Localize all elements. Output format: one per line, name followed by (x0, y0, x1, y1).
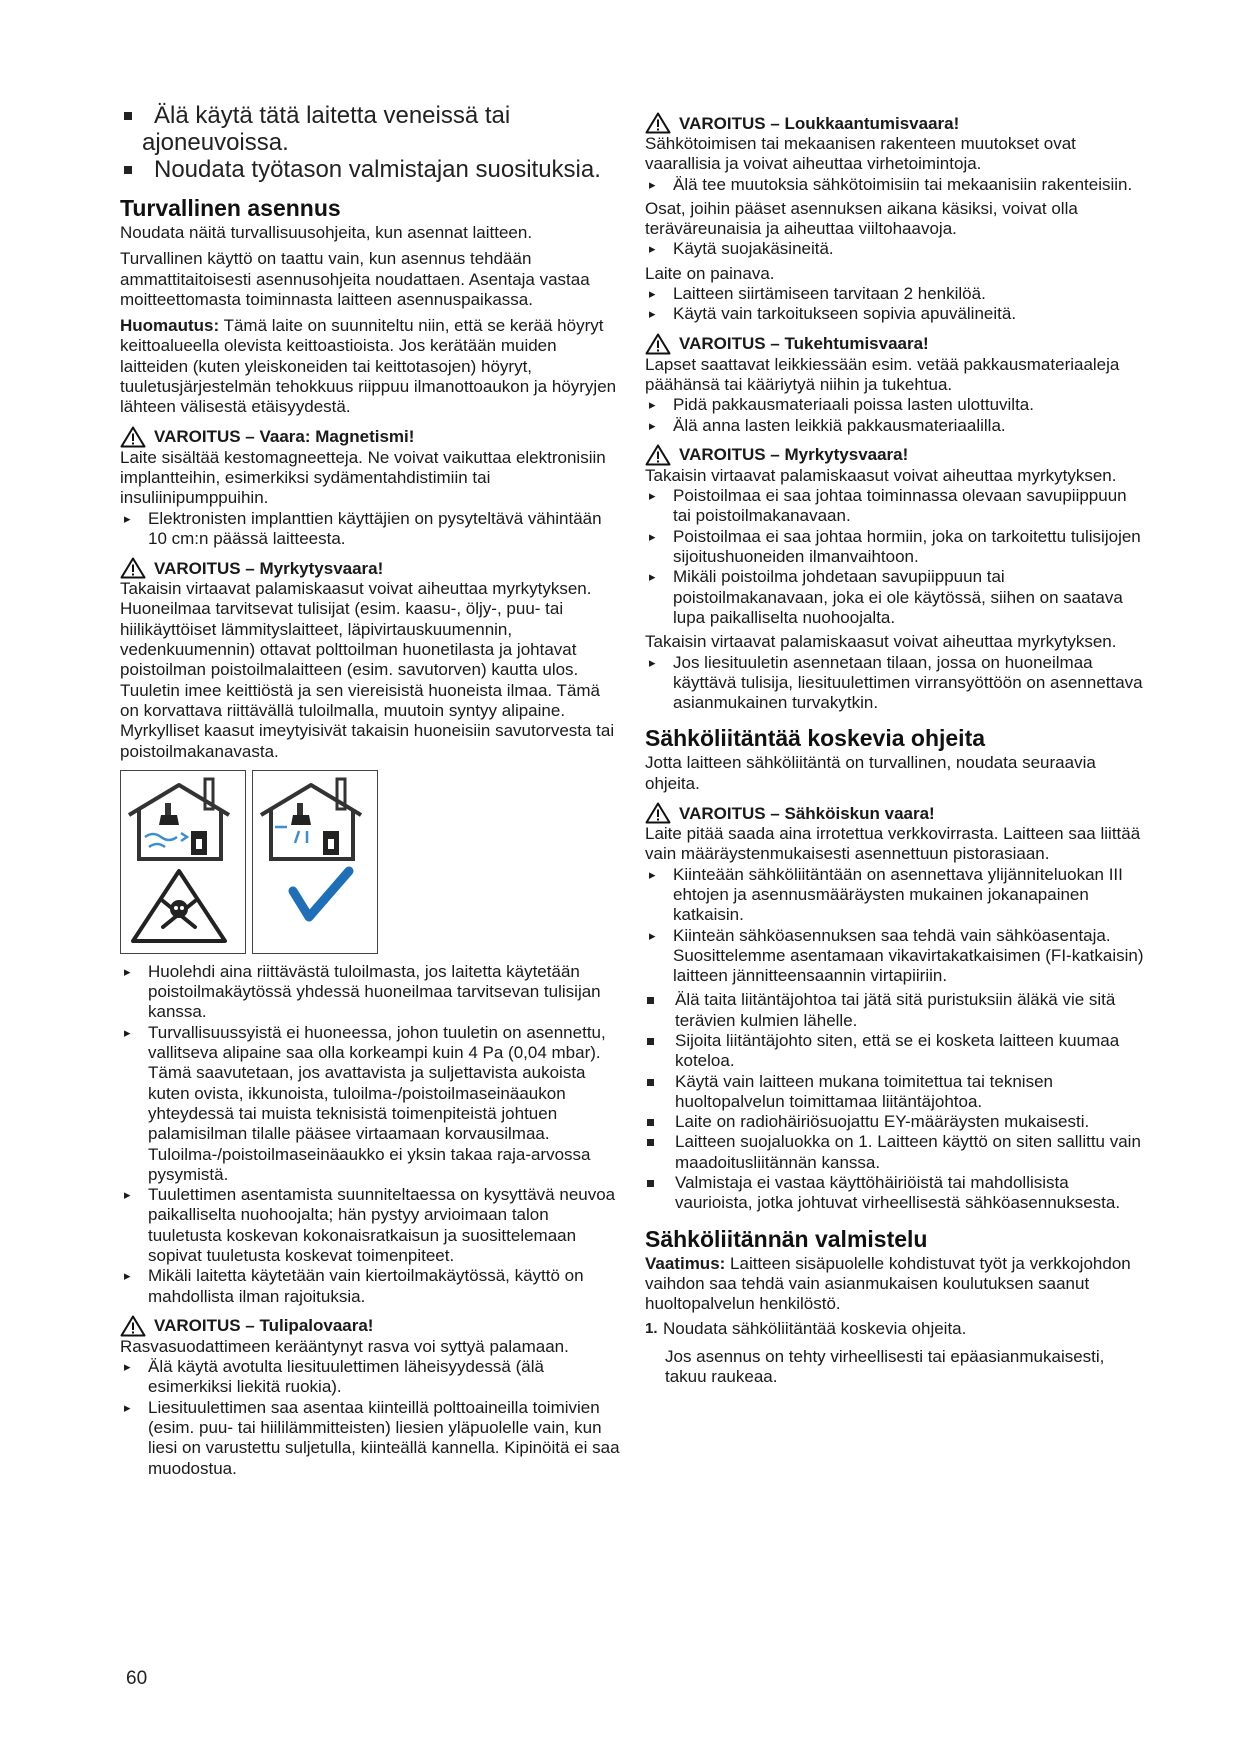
ventilation-figure (120, 770, 620, 954)
figure-panel-bad (120, 770, 246, 954)
warning-text: Laite on painava. (645, 263, 775, 283)
list-item: ▸ Liesituulettimen saa asentaa kiinteillä polttoaineilla toimivien (esim. puu- tai hiililämmitteisten) liesien yläpuolelle vain, kun liesi on varustettu suljetulla, kiinteällä kannella. Kipinöitä ei saa muodostua. (120, 1398, 620, 1479)
warning-title-poison: VAROITUS – Myrkytysvaara! (120, 557, 620, 579)
step-note: Jos asennus on tehty virheellisesti tai epäasianmukaisesti, takuu raukeaa. (665, 1346, 1105, 1387)
list-item: ▸ Elektronisten implanttien käyttäjien on pysyteltävä vähintään 10 cm:n päässä laitteesta. (120, 509, 620, 550)
warning-text: Takaisin virtaavat palamiskaasut voivat aiheuttaa myrkytyksen. (645, 632, 1117, 652)
warning-triangle-icon (120, 426, 146, 448)
heading-electric: Sähköliitäntää koskevia ohjeita (645, 725, 986, 752)
top-bullet-1: Älä käytä tätä laitetta veneissä tai (120, 102, 620, 129)
list-item: ▸ Huolehdi aina riittävästä tuloilmasta, jos laitetta käytetään poistoilmakäytössä yhdessä huoneilmaa tarvitsevan tulisijan kanssa. (120, 962, 620, 1023)
right-column (645, 102, 1145, 1387)
list-item: Sijoita liitäntäjohto siten, että se ei kosketa laitteen kuumaa koteloa. (645, 1031, 1145, 1072)
arrow-list (120, 509, 620, 550)
warning-title-suffocation: VAROITUS – Tukehtumisvaara! (645, 333, 1145, 355)
warning-text: Laite sisältää kestomagneetteja. Ne voivat vaikuttaa elektronisiin implantteihin, esimerkiksi sydämentahdistimiin tai insuliinipumppuihin. (120, 447, 606, 508)
square-list (645, 990, 1145, 1213)
list-item: ▸ Poistoilmaa ei saa johtaa hormiin, joka on tarkoitettu tulisijojen sijoitushuoneiden ilmanvaihtoon. (645, 527, 1145, 568)
note-label: Huomautus: (120, 316, 220, 336)
note-text: Tämä laite on suunniteltu niin, että se kerää höyryt keittoalueella olevista keittoastioista. Jos kerätään muiden laitteiden (kuten yleiskoneiden tai keittotasojen) höyryt, tuuletusjärjestelmän tehokkuus riippuu ilmanottoaukon ja höyryjen lähteen välisestä etäisyydestä. (120, 316, 617, 417)
arrow-list (645, 486, 1145, 628)
list-item: ▸ Mikäli poistoilma johdetaan savupiippuun tai poistoilmakanavaan, joka ei ole käytössä, siihen on saatava lupa paikalliselta nuohoojalta. (645, 567, 1145, 628)
warning-text: Laite pitää saada aina irrotettua verkkovirrasta. Laitteen saa liittää vain määräystenmukaisesti asennettuun pistorasiaan. (645, 824, 1141, 864)
warning-triangle-icon (120, 557, 146, 579)
list-item: Älä taita liitäntäjohtoa tai jätä sitä puristuksiin äläkä vie sitä terävien kulmien lähelle. (645, 990, 1145, 1031)
warning-text: Takaisin virtaavat palamiskaasut voivat aiheuttaa myrkytyksen. (645, 465, 1117, 485)
list-item: ▸ Kiinteän sähköasennuksen saa tehdä vain sähköasentaja. Suosittelemme asentamaan vikavirtakatkaisimen (FI-katkaisin) laitteen jännitteensaannin virtapiiriin. (645, 926, 1145, 987)
warning-title-injury: VAROITUS – Loukkaantumisvaara! (645, 112, 1145, 134)
warning-triangle-icon (645, 112, 671, 134)
requirement-paragraph (645, 1254, 1145, 1315)
square-bullet-icon (124, 166, 132, 174)
list-item: Laitteen suojaluokka on 1. Laitteen käyttö on siten sallittu vain maadoitusliitännän kanssa. (645, 1132, 1145, 1173)
page-number: 60 (126, 1668, 148, 1689)
arrow-list (120, 962, 620, 1307)
paragraph: Turvallinen käyttö on taattu vain, kun asennus tehdään ammattitaitoisesti asennusohjeita noudattaen. Asentaja vastaa moitteettomasta toiminnasta laitteen asennuspaikassa. (120, 249, 590, 309)
arrow-list (645, 284, 1145, 325)
paragraph: Jotta laitteen sähköliitäntä on turvallinen, noudata seuraavia ohjeita. (645, 753, 1096, 793)
requirement-text: Laitteen sisäpuolelle kohdistuvat työt ja verkkojohdon vaihdon saa tehdä vain asianmukaisen koulutuksen saanut huoltopalvelun henkilöstö. (645, 1253, 1131, 1314)
warning-triangle-icon (645, 444, 671, 466)
house-poison-illustration (121, 771, 245, 953)
left-column (120, 102, 620, 1483)
warning-title-poison-2: VAROITUS – Myrkytysvaara! (645, 444, 1145, 466)
warning-text: Osat, joihin pääset asennuksen aikana käsiksi, voivat olla teräväreunaisia ja aiheuttaa viiltohaavoja. (645, 198, 1078, 239)
warning-title-magnet: VAROITUS – Vaara: Magnetismi! (120, 426, 620, 448)
house-checkmark-illustration (253, 771, 377, 953)
list-item: ▸ Älä käytä avotulta liesituulettimen läheisyydessä (älä esimerkiksi liekitä ruokia). (120, 1357, 620, 1398)
list-item: Käytä vain laitteen mukana toimitettua tai teknisen huoltopalvelun toimittamaa liitäntäjohtoa. (645, 1072, 1145, 1113)
list-item: ▸ Laitteen siirtämiseen tarvitaan 2 henkilöä. (645, 284, 1145, 304)
figure-panel-good (252, 770, 378, 954)
list-item: ▸ Mikäli laitetta käytetään vain kiertoilmakäytössä, käyttö on mahdollista ilman rajoituksia. (120, 1266, 620, 1307)
arrow-list (120, 1357, 620, 1479)
arrow-list (645, 175, 1145, 195)
list-item: ▸ Turvallisuussyistä ei huoneessa, johon tuuletin on asennettu, vallitseva alipaine saa olla korkeampi kuin 4 Pa (0,04 mbar). Tämä saavutetaan, jos avattavista ja suljettavista aukoista kuten ovista, ikkunoista, tuloilma-/poistoilmaseinäaukon yhteydessä tai muista teknisistä toimenpiteistä johtuen palamisilman tilalle pääsee virtaamaan korvausilmaa. Tuloilma-/poistoilmaseinäaukko ei yksin takaa raja-arvossa pysymistä. (120, 1023, 620, 1185)
list-item: Laite on radiohäiriösuojattu EY-määräysten mukaisesti. (645, 1112, 1145, 1132)
list-item: ▸ Tuulettimen asentamista suunniteltaessa on kysyttävä neuvoa paikalliselta nuohoojalta; hän pystyy arvioimaan talon tuuletusta koskevan kokonaisratkaisun ja suosittelemaan sopivat tuuletusta koskevat toimenpiteet. (120, 1185, 620, 1266)
list-item: ▸ Pidä pakkausmateriaali poissa lasten ulottuvilta. (645, 395, 1145, 415)
top-bullet-2: Noudata työtason valmistajan suosituksia. (120, 156, 620, 183)
warning-text: Rasvasuodattimeen kerääntynyt rasva voi syttyä palamaan. (120, 1336, 569, 1356)
warning-triangle-icon (120, 1315, 146, 1337)
numbered-list (645, 1319, 1145, 1339)
step-number: 1. (645, 1319, 658, 1337)
list-item: ▸ Kiinteään sähköliitäntään on asennettava ylijänniteluokan III ehtojen ja asennusmääräysten mukainen jokanapainen katkaisin. (645, 865, 1145, 926)
list-item: ▸ Älä anna lasten leikkiä pakkausmateriaalilla. (645, 416, 1145, 436)
warning-text: Takaisin virtaavat palamiskaasut voivat aiheuttaa myrkytyksen. Huoneilmaa tarvitsevat tulisijat (esim. kaasu-, öljy-, puu- tai hiilikäyttöiset lämmityslaitteet, läpivirtauskuumennin, vedenkuumennin) ottavat polttoilman huonetilasta ja johtavat poistoilman poistoilmalaitteen (esim. savutorven) kautta ulos. Tuuletin imee keittiöstä ja sen viereisistä huoneista ilmaa. Tämä on korvattava riittävällä tuloilmalla, muutoin syntyy alipaine. Myrkylliset kaasut imeytyisivät takaisin huoneisiin savutorvesta tai poistoilmakanavasta. (120, 579, 615, 761)
list-item: Valmistaja ei vastaa käyttöhäiriöistä tai mahdollisista vaurioista, jotka johtuvat virheellisestä sähköasennuksesta. (645, 1173, 1145, 1214)
note-paragraph (120, 316, 620, 417)
list-item (645, 1319, 1145, 1339)
list-item: ▸ Älä tee muutoksia sähkötoimisiin tai mekaanisiin rakenteisiin. (645, 175, 1145, 195)
arrow-list (645, 865, 1145, 987)
arrow-list (645, 395, 1145, 436)
list-item: ▸ Käytä suojakäsineitä. (645, 239, 1145, 259)
heading-safe-install: Turvallinen asennus (120, 195, 341, 221)
top-bullet-1-cont: ajoneuvoissa. (142, 129, 289, 156)
paragraph: Noudata näitä turvallisuusohjeita, kun asennat laitteen. (120, 223, 533, 242)
warning-text: Lapset saattavat leikkiessään esim. vetää pakkausmateriaaleja päähänsä tai kääriytyä niihin ja tukehtua. (645, 354, 1120, 394)
list-item: ▸ Käytä vain tarkoitukseen sopivia apuvälineitä. (645, 304, 1145, 324)
square-bullet-icon (124, 112, 132, 120)
warning-title-fire: VAROITUS – Tulipalovaara! (120, 1315, 620, 1337)
list-item: ▸ Jos liesituuletin asennetaan tilaan, jossa on huoneilmaa käyttävä tulisija, liesituulettimen virransyöttöön on asennettava asianmukainen turvakytkin. (645, 653, 1145, 714)
warning-title-shock: VAROITUS – Sähköiskun vaara! (645, 802, 1145, 824)
warning-triangle-icon (645, 802, 671, 824)
heading-prep: Sähköliitännän valmistelu (645, 1225, 928, 1252)
list-item: ▸ Poistoilmaa ei saa johtaa toiminnassa olevaan savupiippuun tai poistoilmakanavaan. (645, 486, 1145, 527)
requirement-label: Vaatimus: (645, 1253, 726, 1273)
step-text: Noudata sähköliitäntää koskevia ohjeita. (663, 1318, 967, 1338)
arrow-list (645, 239, 1145, 259)
warning-text: Sähkötoimisen tai mekaanisen rakenteen muutokset ovat vaarallisia ja voivat aiheuttaa virhetoimintoja. (645, 134, 1076, 174)
arrow-list (645, 653, 1145, 714)
warning-triangle-icon (645, 333, 671, 355)
